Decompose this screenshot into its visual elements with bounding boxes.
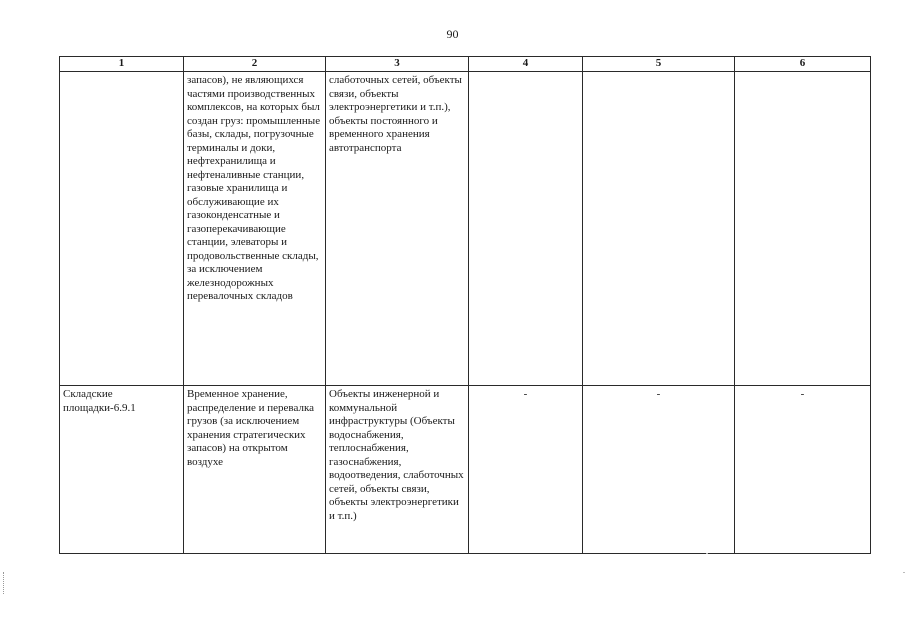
cell-auxiliary-objects: слаботочных сетей, объекты связи, объекты электроэнергетики и т.п.), объекты постоянного и временного хранения автотранспорта	[326, 72, 469, 386]
column-header-2: 2	[184, 57, 326, 72]
table-header-row	[60, 57, 871, 72]
cell-col5: -	[583, 386, 735, 554]
table-row-storage-sites	[60, 386, 871, 554]
cell-col4	[469, 72, 583, 386]
land-use-table	[59, 56, 871, 554]
cell-col5	[583, 72, 735, 386]
column-header-3: 3	[326, 57, 469, 72]
column-header-1: 1	[60, 57, 184, 72]
cell-col6	[735, 72, 871, 386]
cell-use-description: запасов), не являющихся частями производственных комплексов, на которых был создан груз: промышленные базы, склады, погрузочные терминалы и доки, нефтехранилища и нефтеналивные станции, газовые хранилища и обслуживающие их газоконденсатные и газоперекачивающие станции, элеваторы и продовольственные склады, за исключением железнодорожных перевалочных складов	[184, 72, 326, 386]
cell-use-type: Складские площадки-6.9.1	[60, 386, 184, 554]
column-header-5: 5	[583, 57, 735, 72]
scan-speck	[706, 553, 708, 554]
cell-col4: -	[469, 386, 583, 554]
cell-use-description: Временное хранение, распределение и перевалка грузов (за исключением хранения стратегических запасов) на открытом воздухе	[184, 386, 326, 554]
scan-margin-mark	[3, 572, 7, 594]
table-row-continuation	[60, 72, 871, 386]
column-header-4: 4	[469, 57, 583, 72]
page-number: 90	[446, 27, 459, 41]
cell-auxiliary-objects: Объекты инженерной и коммунальной инфраструктуры (Объекты водоснабжения, теплоснабжения, газоснабжения, водоотведения, слаботочных сетей, объекты связи, объекты электроэнергетики и т.п.)	[326, 386, 469, 554]
cell-col6: -	[735, 386, 871, 554]
column-header-6: 6	[735, 57, 871, 72]
cell-use-type	[60, 72, 184, 386]
